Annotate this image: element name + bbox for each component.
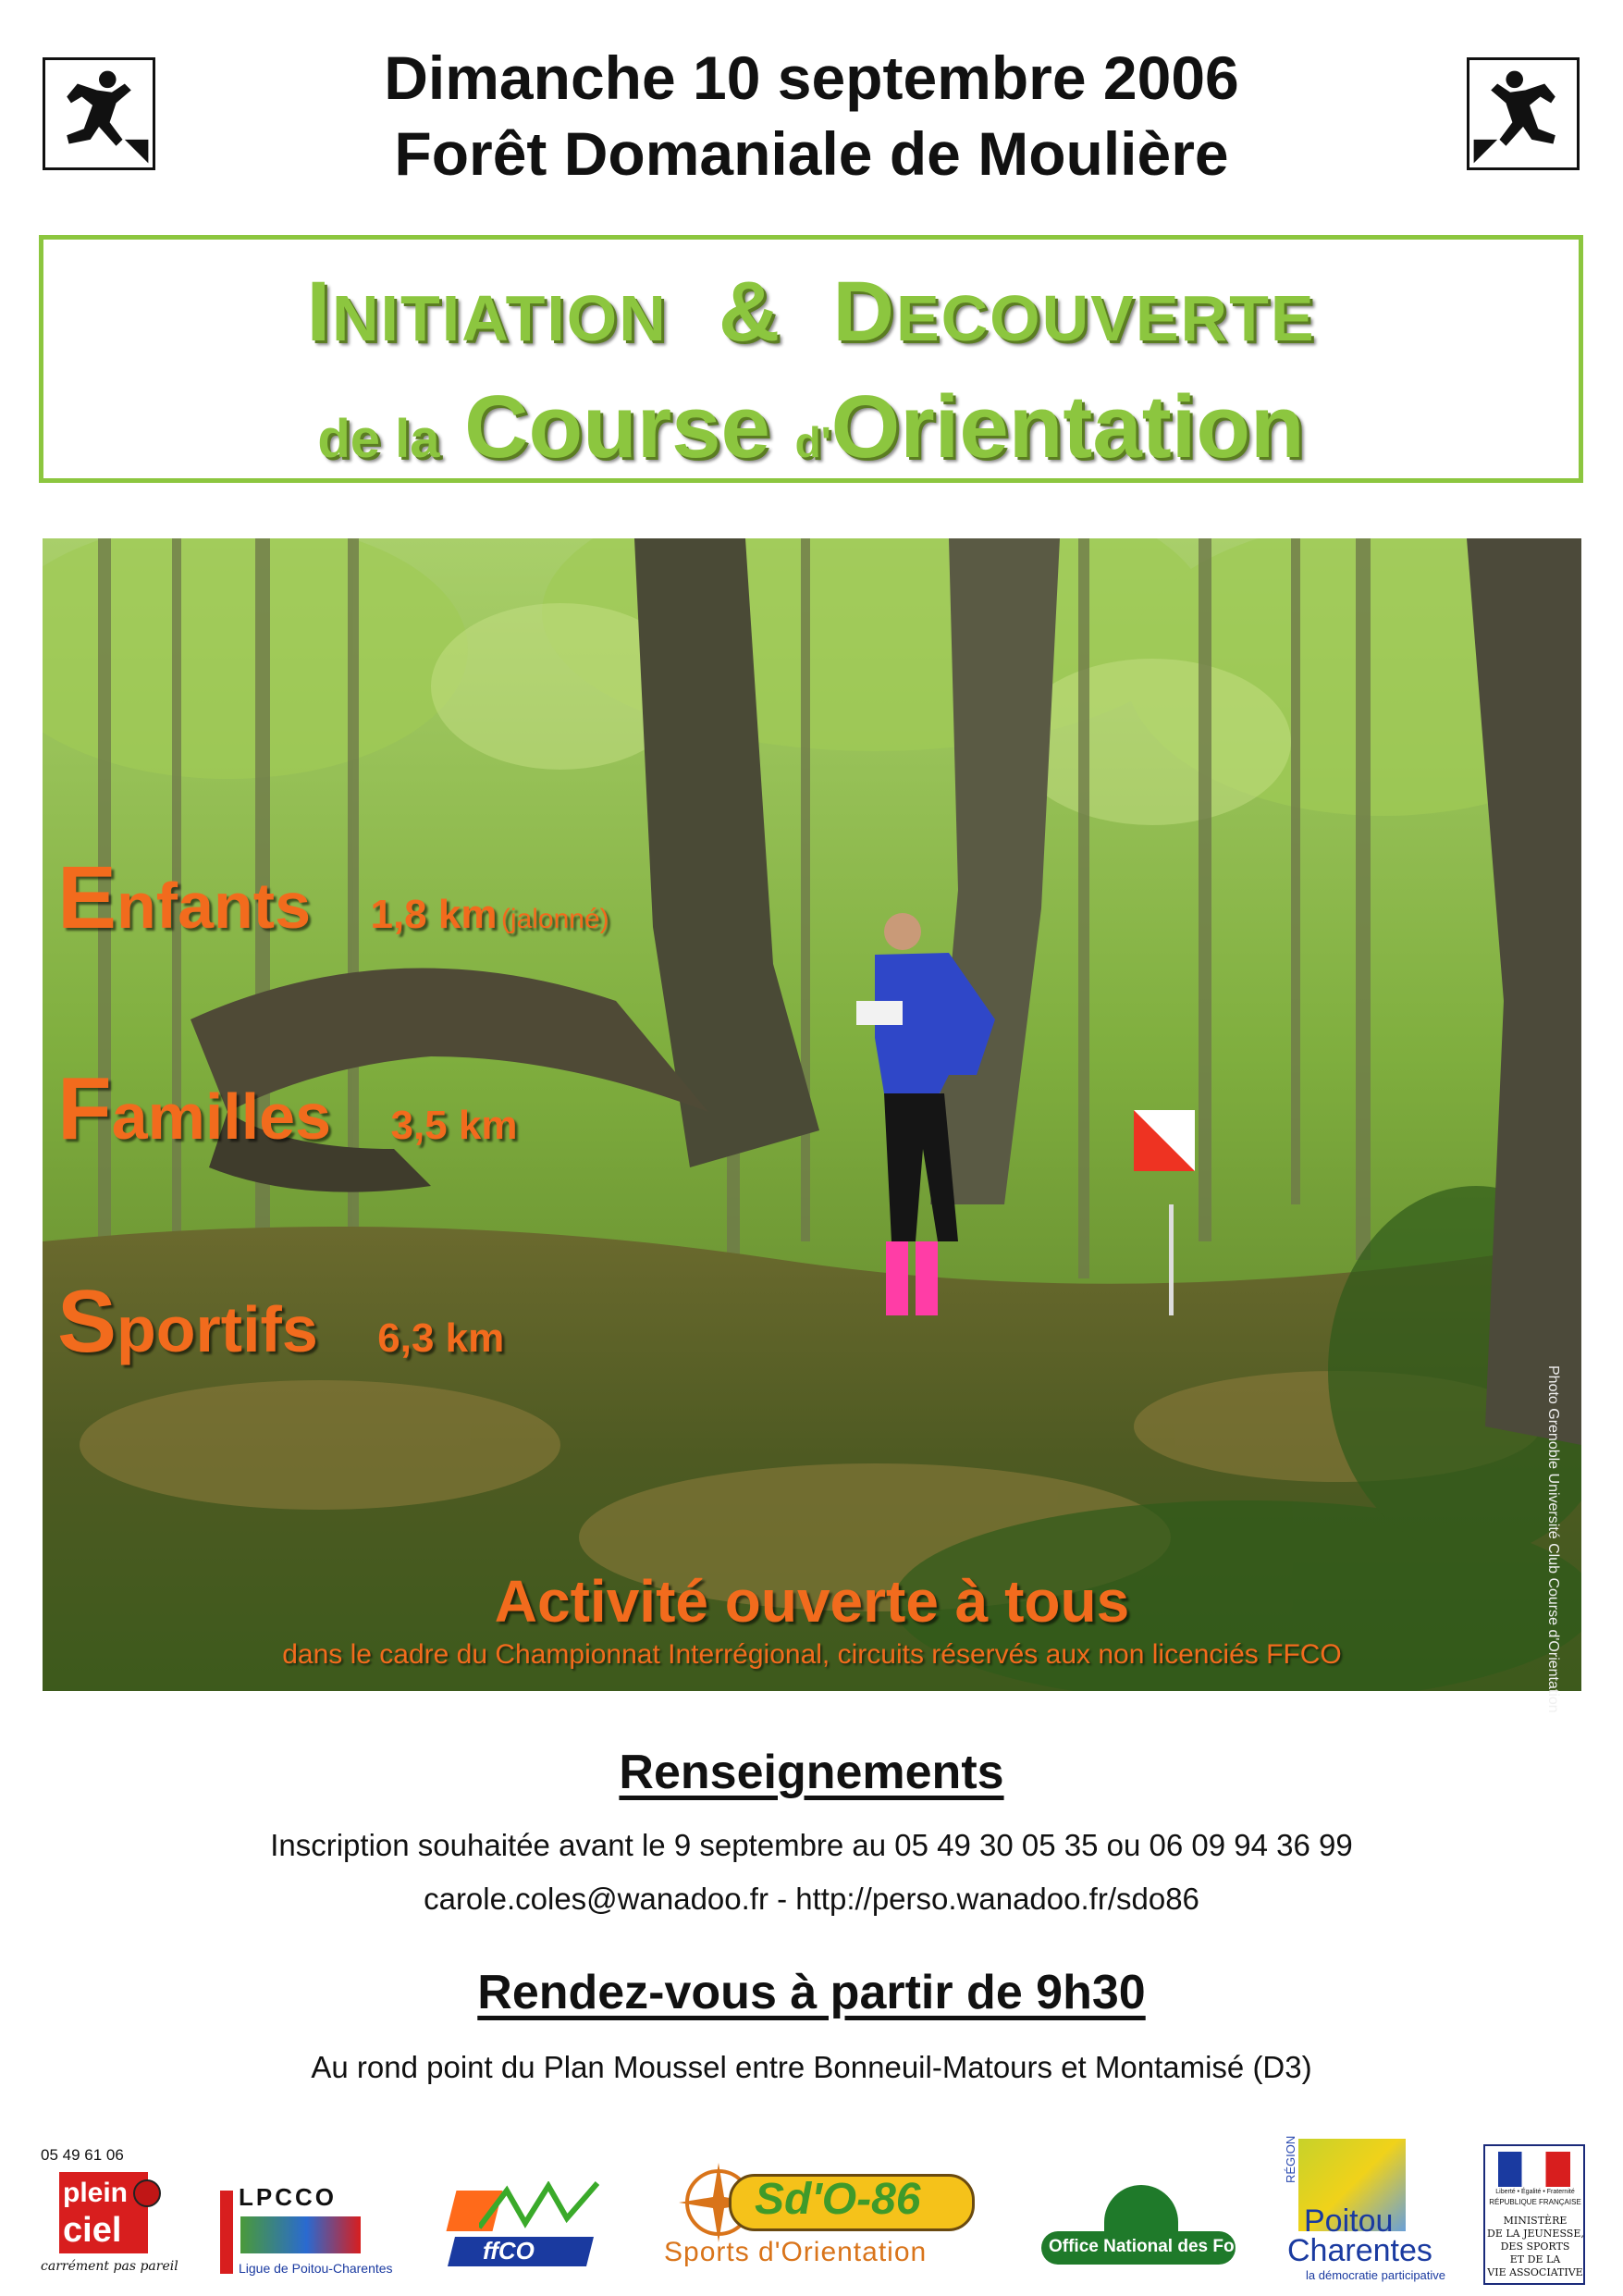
course-enfants: [57, 847, 609, 949]
title-line-1: [43, 264, 1579, 361]
meeting-heading: Rendez-vous à partir de 9h30: [477, 1966, 1146, 2019]
logo-plein-ciel: [37, 2146, 178, 2285]
logo-ffco-wave: [479, 2181, 599, 2237]
logo-region-sub: la démocratie participative: [1306, 2268, 1446, 2282]
orienteering-runner-icon-right: [1467, 57, 1580, 170]
logo-sdo86-name: Sd'O-86: [755, 2175, 921, 2224]
info-registration: Inscription souhaitée avant le 9 septembre au 05 49 30 05 35 ou 06 09 94 36 99: [270, 1828, 1353, 1862]
french-flag-icon: [1498, 2152, 1570, 2187]
title-orientation: Orientation: [830, 377, 1305, 476]
course-note: (jalonné): [500, 904, 609, 934]
course-initial: E: [57, 848, 117, 947]
photo-credit: Photo Grenoble Université Club Course d'Orientation: [1545, 1365, 1561, 1713]
title-box: [39, 235, 1583, 483]
logo-ffco-name: ffCO: [483, 2237, 535, 2265]
title-de-la: de la: [317, 409, 440, 469]
course-name: portifs: [117, 1293, 318, 1365]
logo-ministere-l2: DE LA JEUNESSE,: [1487, 2228, 1584, 2240]
logo-ministere-motto: Liberté • Égalité • Fraternité: [1495, 2189, 1575, 2195]
title-d: d': [794, 418, 831, 466]
logo-ministere-l4: ET DE LA: [1509, 2253, 1561, 2265]
course-sportifs: [57, 1271, 504, 1373]
open-activity-title: Activité ouverte à tous: [494, 1568, 1130, 1635]
course-familles: [57, 1058, 517, 1160]
orienteering-runner-icon: [1469, 60, 1577, 167]
course-distance: 3,5 km: [390, 1103, 518, 1148]
meeting-location: Au rond point du Plan Moussel entre Bonneuil-Matours et Montamisé (D3): [311, 2050, 1312, 2084]
logo-lpcco-map: [240, 2216, 361, 2253]
logo-region-name1: Poitou: [1304, 2203, 1394, 2239]
logo-ministere-republic: RÉPUBLIQUE FRANÇAISE: [1489, 2198, 1581, 2206]
logo-ministere-l5: VIE ASSOCIATIVE: [1487, 2266, 1583, 2278]
logo-sdo86: [658, 2161, 991, 2272]
course-initial: F: [57, 1059, 112, 1158]
logo-region-name2: Charentes: [1287, 2233, 1432, 2268]
logo-plein-ciel-tagline: carrément pas pareil: [41, 2259, 178, 2274]
logo-region-poitou-charentes: [1284, 2135, 1446, 2287]
logo-region-vertical: RÉGION: [1284, 2135, 1297, 2183]
event-place: Forêt Domaniale de Moulière: [394, 119, 1229, 188]
info-contact: carole.coles@wanadoo.fr - http://perso.wanadoo.fr/sdo86: [424, 1882, 1199, 1916]
course-distance: 6,3 km: [377, 1315, 505, 1361]
info-heading: Renseignements: [619, 1746, 1004, 1799]
title-ampersand: &: [718, 265, 782, 359]
event-date: Dimanche 10 septembre 2006: [384, 43, 1239, 112]
logo-ffco: [442, 2181, 599, 2274]
logo-onf-name: Office National des Forêts: [1049, 2237, 1267, 2256]
course-name: nfants: [117, 870, 312, 942]
title-course: Course: [464, 377, 770, 476]
logo-lpcco: [215, 2183, 393, 2285]
logo-ministere: [1483, 2144, 1585, 2285]
ladybug-icon: [133, 2179, 161, 2207]
logo-lpcco-sub: Ligue de Poitou-Charentes: [239, 2261, 393, 2276]
logo-ministere-l1: MINISTÈRE: [1503, 2215, 1568, 2227]
logo-plein-ciel-phone: 05 49 61 06: [41, 2146, 124, 2164]
title-line-2: [43, 376, 1579, 478]
logo-plein-ciel-name2: ciel: [63, 2211, 122, 2250]
open-activity-subtitle: dans le cadre du Championnat Interrégional, circuits réservés aux non licenciés FFCO: [282, 1639, 1342, 1670]
logo-sdo86-sub: Sports d'Orientation: [664, 2237, 928, 2267]
logo-onf: [1041, 2185, 1267, 2277]
logo-lpcco-name: LPCCO: [239, 2183, 337, 2211]
logo-ministere-l3: DES SPORTS: [1500, 2240, 1570, 2253]
orienteering-runner-icon: [45, 60, 153, 167]
course-initial: S: [57, 1272, 117, 1371]
logo-lpcco-bar: [220, 2191, 233, 2274]
course-distance: 1,8 km: [370, 892, 498, 937]
tree-icon: [1104, 2185, 1178, 2237]
title-initiation: NITIATION: [332, 282, 668, 354]
title-decouverte-cap: D: [832, 265, 896, 359]
title-initial-cap: I: [306, 265, 332, 359]
course-name: amilles: [111, 1080, 332, 1153]
orienteering-runner-icon-left: [43, 57, 155, 170]
logo-plein-ciel-name1: plein: [63, 2178, 129, 2208]
title-decouverte: ECOUVERTE: [895, 282, 1316, 354]
